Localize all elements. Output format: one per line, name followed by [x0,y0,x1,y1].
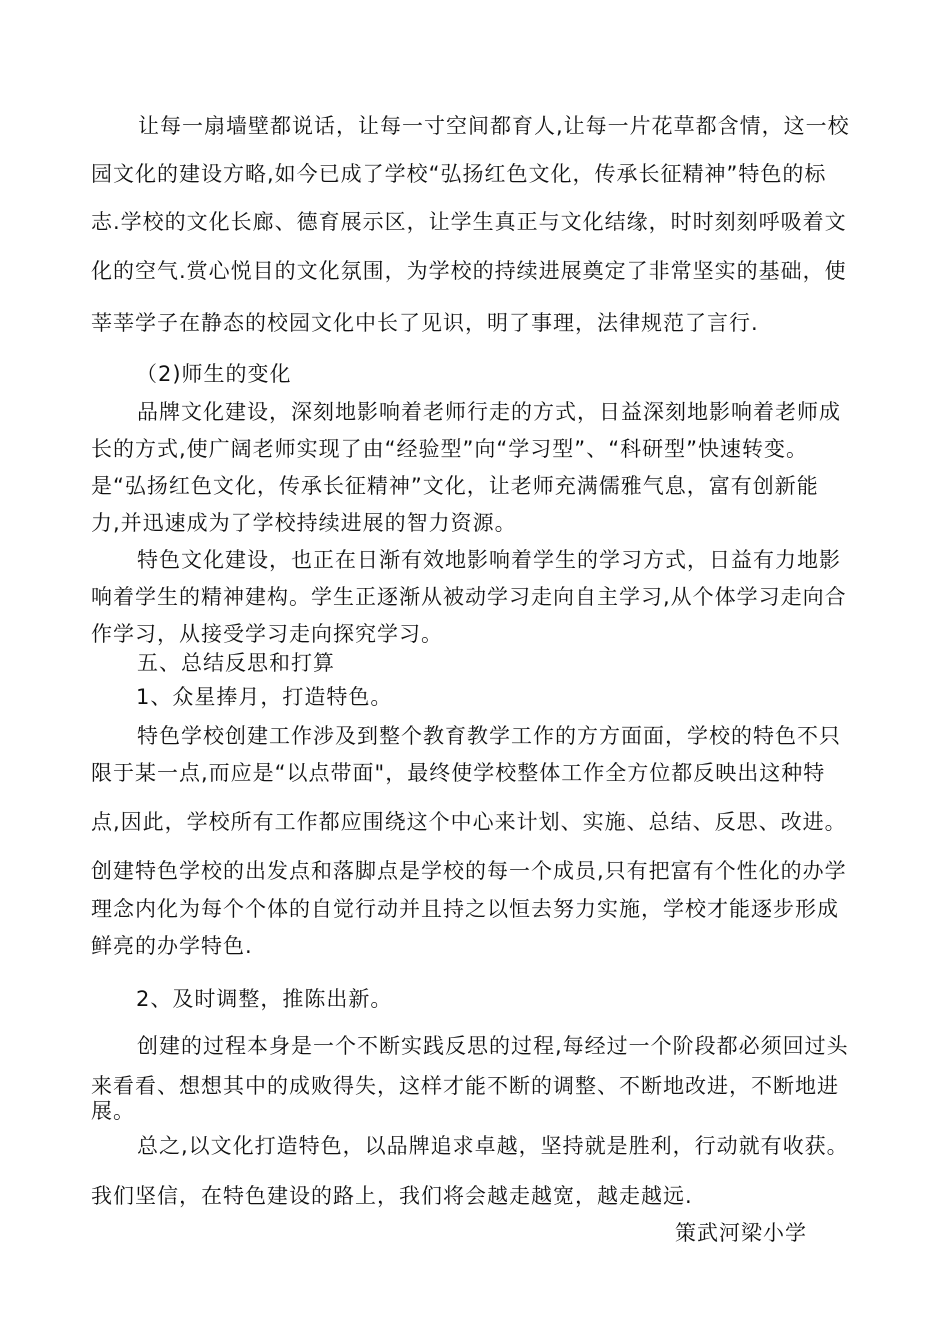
body-paragraph-line: 来看看、想想其中的成败得失，这样才能不断的调整、不断地改进，不断地进 [91,1074,839,1098]
signature-school-name: 策武河梁小学 [675,1221,807,1245]
body-paragraph-line: 莘莘学子在静态的校园文化中长了见识，明了事理，法律规范了言行. [91,311,759,335]
body-paragraph-line: 创建特色学校的出发点和落脚点是学校的每一个成员,只有把富有个性化的办学 [91,859,847,883]
body-paragraph-line: 志.学校的文化长廊、德育展示区，让学生真正与文化结缘，时时刻刻呼吸着文 [91,210,847,234]
body-paragraph-line: 理念内化为每个个体的自觉行动并且持之以恒去努力实施，学校才能逐步形成 [91,897,839,921]
body-paragraph-line: 点,因此，学校所有工作都应围绕这个中心来计划、实施、总结、反思、改进。 [91,810,847,834]
body-paragraph-line: 总之,以文化打造特色，以品牌追求卓越，坚持就是胜利，行动就有收获。 [137,1134,849,1158]
section-heading: （2)师生的变化 [136,362,292,386]
body-paragraph-line: 力,并迅速成为了学校持续进展的智力资源。 [91,511,517,535]
body-paragraph-line: 鲜亮的办学特色. [91,934,253,958]
body-paragraph-line: 园文化的建设方略,如今已成了学校“弘扬红色文化，传承长征精神”特色的标 [91,162,827,186]
body-paragraph-line: 响着学生的精神建构。学生正逐渐从被动学习走向自主学习,从个体学习走向合 [91,585,847,609]
body-paragraph-line: 限于某一点,而应是“以点带面"，最终使学校整体工作全方位都反映出这种特 [91,761,826,785]
body-paragraph-line: 作学习，从接受学习走向探究学习。 [91,622,443,646]
subsection-heading: 1、众星捧月，打造特色。 [136,685,393,709]
body-paragraph-line: 展。 [91,1099,135,1123]
body-paragraph-line: 长的方式,使广阔老师实现了由“经验型”向“学习型”、“科研型”快速转变。 [91,437,808,461]
body-paragraph-line: 创建的过程本身是一个不断实践反思的过程,每经过一个阶段都必须回过头 [137,1034,849,1058]
body-paragraph-line: 特色文化建设，也正在日渐有效地影响着学生的学习方式，日益有力地影 [137,548,841,572]
body-paragraph-line: 我们坚信，在特色建设的路上，我们将会越走越宽，越走越远. [91,1184,693,1208]
body-paragraph-line: 品牌文化建设，深刻地影响着老师行走的方式，日益深刻地影响着老师成 [137,400,841,424]
subsection-heading: 2、及时调整，推陈出新。 [136,987,393,1011]
body-paragraph-line: 特色学校创建工作涉及到整个教育教学工作的方方面面，学校的特色不只 [137,724,841,748]
body-paragraph-line: 是“弘扬红色文化，传承长征精神”文化，让老师充满儒雅气息，富有创新能 [91,474,819,498]
section-heading: 五、总结反思和打算 [137,651,335,675]
body-paragraph-line: 化的空气.赏心悦目的文化氛围，为学校的持续进展奠定了非常坚实的基础，使 [91,259,847,283]
body-paragraph-line: 让每一扇墙壁都说话，让每一寸空间都育人,让每一片花草都含情，这一校 [138,114,850,138]
